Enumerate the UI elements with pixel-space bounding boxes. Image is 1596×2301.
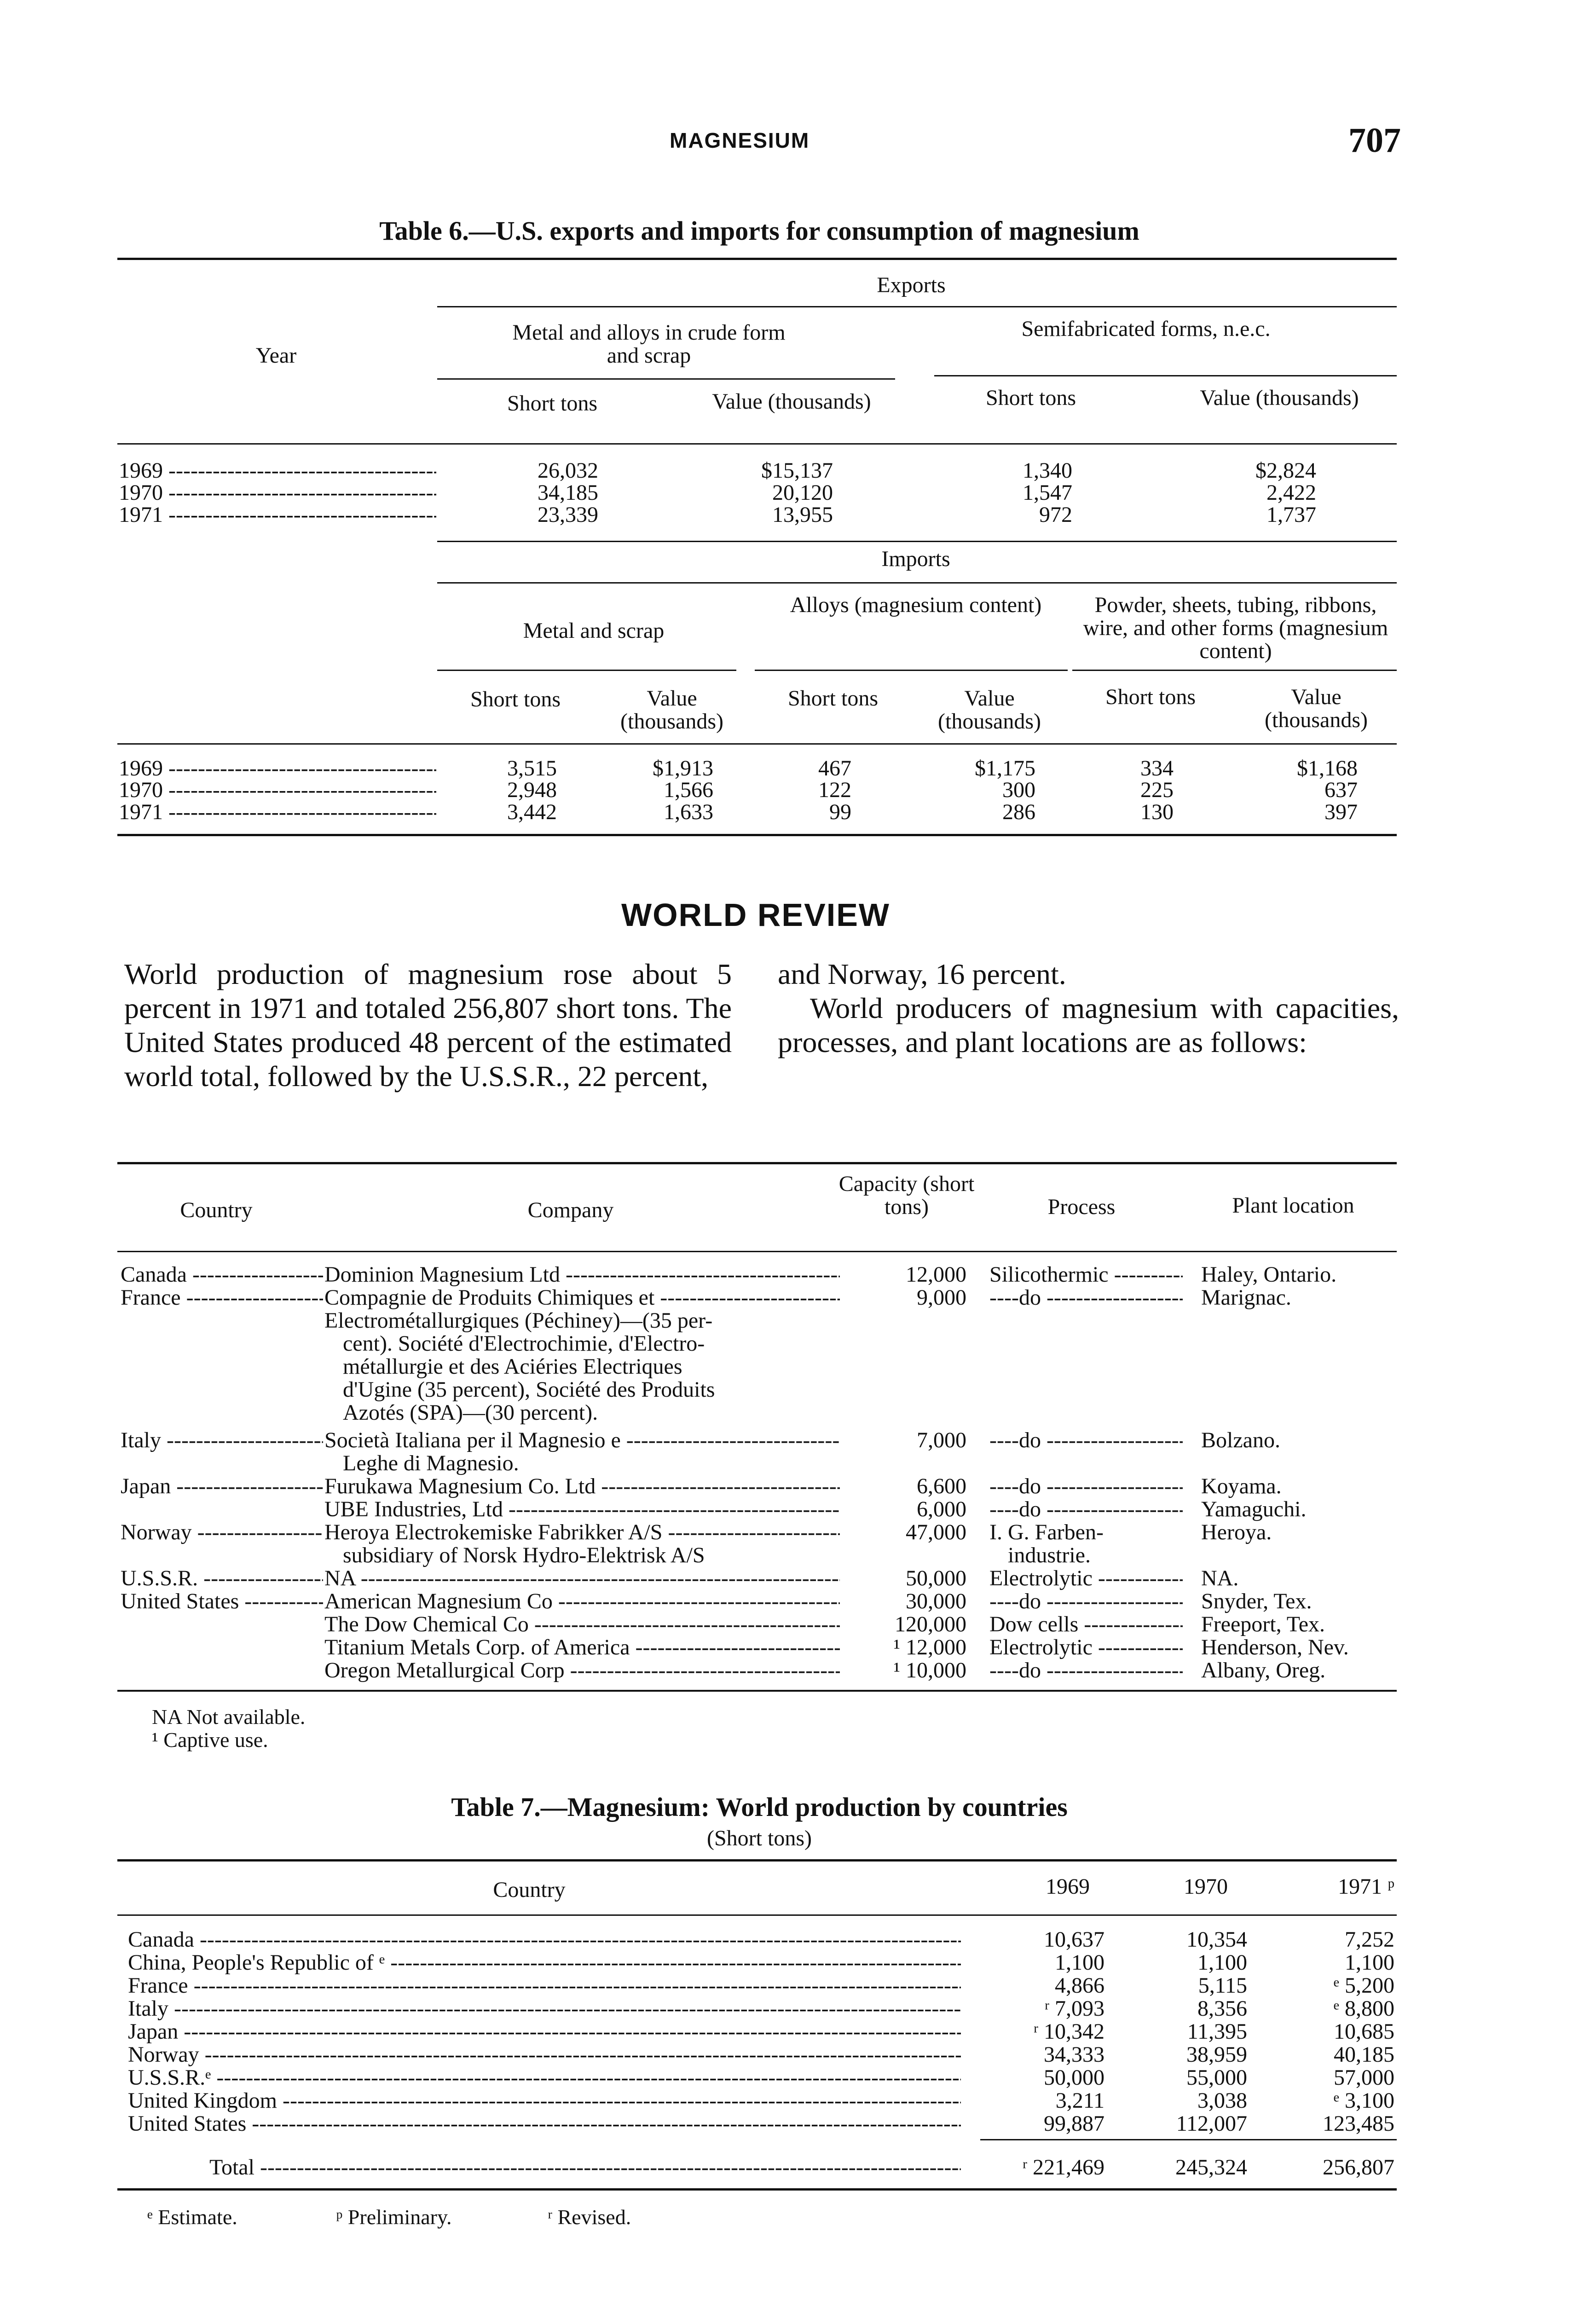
table-cell: 225 <box>1140 778 1174 802</box>
table-cell: Compagnie de Produits Chimiques et ----- <box>324 1286 840 1309</box>
table-cell: 1,100 <box>1055 1950 1104 1975</box>
running-head: MAGNESIUM <box>670 128 810 152</box>
table-cell: Leghe di Magnesio. <box>343 1451 519 1475</box>
table-cell: 286 <box>1002 800 1035 824</box>
table-cell: 23,339 <box>538 503 598 527</box>
imports-group-alloys-rule <box>755 670 1068 671</box>
imports-group-alloys: Alloys (magnesium content) <box>790 593 1042 617</box>
producers-note-na: NA Not available. <box>152 1705 306 1729</box>
table-cell: 3,038 <box>1197 2088 1247 2113</box>
table-cell: I. G. Farben- <box>989 1520 1104 1544</box>
table-cell: Haley, Ontario. <box>1201 1262 1337 1287</box>
table-cell: $15,137 <box>761 458 833 483</box>
table-row-year: 1970 ----- <box>119 779 436 802</box>
table-cell: ᵉ 5,200 <box>1333 1973 1394 1998</box>
table-cell: 57,000 <box>1334 2065 1394 2090</box>
table-cell: 7,000 <box>917 1428 966 1452</box>
table-cell: 40,185 <box>1334 2042 1394 2067</box>
producers-header-company: Company <box>527 1198 614 1222</box>
exports-sub-2: Short tons <box>985 386 1076 410</box>
table-cell: 99 <box>829 800 851 824</box>
table-cell: Electrolytic ----- <box>989 1567 1183 1590</box>
table-cell: 972 <box>1039 503 1072 527</box>
table-cell: ᵉ 8,800 <box>1333 1996 1394 2021</box>
table-cell: d'Ugine (35 percent), Société des Produits <box>343 1377 715 1402</box>
table-cell: 3,515 <box>507 756 557 780</box>
table-cell: ʳ 7,093 <box>1044 1996 1104 2021</box>
table-cell: Dow cells ----- <box>989 1613 1183 1636</box>
table-cell: $1,168 <box>1297 756 1358 780</box>
imports-top-rule <box>437 541 1397 542</box>
table-cell: 3,442 <box>507 800 557 824</box>
table-row: Norway ----- <box>121 1521 323 1544</box>
table-cell: 50,000 <box>906 1566 966 1590</box>
table-cell: Electrométallurgiques (Péchiney)—(35 per- <box>324 1308 713 1333</box>
table-cell: cent). Société d'Electrochimie, d'Electro- <box>343 1331 705 1356</box>
table-row: United States ----- <box>121 1590 323 1613</box>
table-cell: 1,547 <box>1023 480 1072 505</box>
table-cell: 4,866 <box>1055 1973 1104 1998</box>
table-cell: Albany, Oreg. <box>1201 1658 1326 1682</box>
table-cell: 11,395 <box>1187 2019 1247 2044</box>
table-cell: 123,485 <box>1323 2111 1394 2136</box>
table-cell: Titanium Metals Corp. of America ----- <box>324 1636 840 1659</box>
table7-header-1970: 1970 <box>1184 1874 1228 1899</box>
table-row-year: 1969 ----- <box>119 757 436 780</box>
table-cell: 10,354 <box>1186 1927 1247 1952</box>
table-cell: 397 <box>1324 800 1358 824</box>
table-cell: 467 <box>818 756 851 780</box>
table-cell: 10,685 <box>1334 2019 1394 2044</box>
table-cell: Dominion Magnesium Ltd ----- <box>324 1263 840 1286</box>
table-cell: 26,032 <box>538 458 598 483</box>
table-row: Japan ----- <box>121 1475 323 1498</box>
table-row: France ----- <box>121 1286 323 1309</box>
table-cell: 122 <box>818 778 851 802</box>
table-cell: $2,824 <box>1255 458 1316 483</box>
table-cell: 99,887 <box>1044 2111 1104 2136</box>
table-cell: 300 <box>1002 778 1035 802</box>
table-cell: NA. <box>1201 1566 1239 1590</box>
table7-header-country: Country <box>493 1878 566 1902</box>
table-cell: Marignac. <box>1201 1285 1291 1310</box>
table-cell: 30,000 <box>906 1589 966 1613</box>
table-cell: ¹ 12,000 <box>893 1635 966 1659</box>
table-row: U.S.S.R.ᵉ ----- <box>128 2066 961 2089</box>
table-cell: 2,422 <box>1266 480 1316 505</box>
table-cell: 1,100 <box>1345 1950 1394 1975</box>
imports-sub-3: Value (thousands) <box>938 686 1041 734</box>
table-cell: 55,000 <box>1186 2065 1247 2090</box>
table-cell: Oregon Metallurgical Corp ----- <box>324 1659 840 1682</box>
table6-bottom-rule <box>117 834 1397 836</box>
exports-label: Exports <box>877 273 946 297</box>
table-cell: Yamaguchi. <box>1201 1497 1307 1521</box>
table-cell: 47,000 <box>906 1520 966 1544</box>
table-cell: 34,185 <box>538 480 598 505</box>
table7-header-1971: 1971 ᵖ <box>1338 1874 1394 1899</box>
table-cell: 637 <box>1324 778 1358 802</box>
table-row: U.S.S.R. ----- <box>121 1567 323 1590</box>
table-cell: 6,000 <box>917 1497 966 1521</box>
table7-title: Table 7.—Magnesium: World production by countries <box>451 1792 1068 1822</box>
table6-top-rule <box>117 258 1397 260</box>
exports-rule <box>437 306 1397 307</box>
table-cell: Società Italiana per il Magnesio e ----- <box>324 1429 840 1452</box>
table-row: Italy ----- <box>121 1429 323 1452</box>
table6-title: Table 6.—U.S. exports and imports for consumption of magnesium <box>379 216 1139 246</box>
table7-total-1969: ʳ 221,469 <box>1022 2155 1104 2180</box>
producers-header-process: Process <box>1047 1195 1116 1219</box>
table-cell: ----do ----- <box>989 1659 1183 1682</box>
imports-rule <box>437 582 1397 584</box>
table-row-year: 1970 ----- <box>119 481 436 504</box>
imports-group-powder-rule <box>1072 670 1397 671</box>
imports-head-bottom-rule <box>117 743 1397 745</box>
table-row: Canada ----- <box>128 1928 961 1951</box>
table-cell: ᵉ 3,100 <box>1333 2088 1394 2113</box>
table-cell: ¹ 10,000 <box>893 1658 966 1682</box>
table-cell: Koyama. <box>1201 1474 1282 1498</box>
table7-total-1970: 245,324 <box>1175 2155 1247 2180</box>
table-cell: 5,115 <box>1198 1973 1247 1998</box>
table-cell: The Dow Chemical Co ----- <box>324 1613 840 1636</box>
table-row: United States ----- <box>128 2112 961 2135</box>
table7-total-row: Total ----- <box>209 2156 961 2179</box>
table-cell: Furukawa Magnesium Co. Ltd ----- <box>324 1475 840 1498</box>
world-review-col2b: World producers of magnesium with capacities, processes, and plant locations are as follows: <box>778 992 1399 1058</box>
imports-group-powder: Powder, sheets, tubing, ribbons, wire, and other forms (magnesium content) <box>1083 593 1388 663</box>
table-cell: 1,340 <box>1023 458 1072 483</box>
table-row: Italy ----- <box>128 1997 961 2020</box>
table-cell: Snyder, Tex. <box>1201 1589 1312 1613</box>
imports-sub-1: Value (thousands) <box>620 686 723 734</box>
table-cell: ʳ 10,342 <box>1033 2019 1104 2044</box>
producers-bottom-rule <box>117 1690 1397 1692</box>
imports-group-metal-rule <box>437 670 736 671</box>
producers-header-capacity: Capacity (short tons) <box>838 1172 975 1219</box>
table-cell: 20,120 <box>772 480 833 505</box>
table-cell: 10,637 <box>1044 1927 1104 1952</box>
table-cell: NA ----- <box>324 1567 840 1590</box>
table-cell: 1,566 <box>664 778 713 802</box>
table7-header-1969: 1969 <box>1046 1874 1090 1899</box>
table-cell: 13,955 <box>772 503 833 527</box>
table-cell: ----do ----- <box>989 1286 1183 1309</box>
table-cell: 9,000 <box>917 1285 966 1310</box>
table-row-year: 1971 ----- <box>119 801 436 824</box>
producers-top-rule <box>117 1162 1397 1164</box>
exports-group-semi-rule <box>934 375 1397 376</box>
imports-sub-2: Short tons <box>787 686 879 711</box>
exports-sub-1: Value (thousands) <box>712 389 871 414</box>
table-cell: industrie. <box>1008 1543 1091 1567</box>
table-cell: Henderson, Nev. <box>1201 1635 1349 1659</box>
table-cell: 7,252 <box>1345 1927 1394 1952</box>
exports-head-bottom-rule <box>117 443 1397 445</box>
table-cell: UBE Industries, Ltd ----- <box>324 1498 840 1521</box>
table-cell: 50,000 <box>1044 2065 1104 2090</box>
exports-sub-0: Short tons <box>507 391 598 416</box>
table-cell: Silicothermic ----- <box>989 1263 1183 1286</box>
table-row: Canada ----- <box>121 1263 323 1286</box>
footnote-estimate: ᵉ Estimate. <box>147 2205 237 2229</box>
table-cell: Azotés (SPA)—(30 percent). <box>343 1400 598 1425</box>
producers-note-captive: ¹ Captive use. <box>152 1728 268 1752</box>
page-number: 707 <box>1348 121 1401 160</box>
table-cell: 334 <box>1140 756 1174 780</box>
table-cell: métallurgie et des Aciéries Electriques <box>343 1354 682 1379</box>
table7-top-rule <box>117 1859 1397 1862</box>
table-row: Japan ----- <box>128 2020 961 2043</box>
exports-sub-3: Value (thousands) <box>1200 386 1359 410</box>
imports-sub-4: Short tons <box>1105 685 1196 709</box>
table-cell: Heroya Electrokemiske Fabrikker A/S ----- <box>324 1521 840 1544</box>
exports-group-metal: Metal and alloys in crude form and scrap <box>512 320 786 368</box>
table-cell: subsidiary of Norsk Hydro-Elektrisk A/S <box>343 1543 705 1567</box>
section-heading: WORLD REVIEW <box>621 897 890 933</box>
table-cell: 1,633 <box>664 800 713 824</box>
imports-sub-0: Short tons <box>470 687 561 711</box>
table-cell: 8,356 <box>1197 1996 1247 2021</box>
table-cell: $1,913 <box>653 756 713 780</box>
table-row-year: 1969 ----- <box>119 459 436 482</box>
table-cell: ----do ----- <box>989 1475 1183 1498</box>
table-cell: $1,175 <box>975 756 1035 780</box>
exports-group-metal-rule <box>437 378 895 380</box>
table7-total-rule <box>980 2139 1397 2140</box>
producers-header-country: Country <box>180 1198 253 1222</box>
table-cell: ----do ----- <box>989 1498 1183 1521</box>
table-cell: ----do ----- <box>989 1429 1183 1452</box>
table-row: France ----- <box>128 1974 961 1997</box>
table7-head-bottom-rule <box>117 1914 1397 1916</box>
imports-sub-5: Value (thousands) <box>1265 685 1368 732</box>
imports-group-metal: Metal and scrap <box>523 619 665 643</box>
table-row-year: 1971 ----- <box>119 503 436 526</box>
table-cell: 1,100 <box>1197 1950 1247 1975</box>
imports-label: Imports <box>881 547 950 571</box>
table-cell: 3,211 <box>1055 2088 1104 2113</box>
table-cell: Heroya. <box>1201 1520 1272 1544</box>
table-cell: 12,000 <box>906 1262 966 1287</box>
table-cell: Bolzano. <box>1201 1428 1280 1452</box>
table-cell: Freeport, Tex. <box>1201 1612 1325 1636</box>
table7-total-1971: 256,807 <box>1323 2155 1394 2180</box>
table-cell: 130 <box>1140 800 1174 824</box>
table-cell: 34,333 <box>1044 2042 1104 2067</box>
world-review-col1: World production of magnesium rose about 5 percent in 1971 and totaled 256,807 short tons. The United States produced 48 percent of the estimated world total, followed by the U.S.S.R., 22 percent, <box>124 958 732 1093</box>
table-cell: Electrolytic ----- <box>989 1636 1183 1659</box>
table-cell: 1,737 <box>1266 503 1316 527</box>
table-cell: American Magnesium Co ----- <box>324 1590 840 1613</box>
table-cell: ----do ----- <box>989 1590 1183 1613</box>
footnote-preliminary: ᵖ Preliminary. <box>336 2205 452 2229</box>
table-cell: 120,000 <box>895 1612 966 1636</box>
table7-bottom-rule <box>117 2188 1397 2191</box>
table-cell: 6,600 <box>917 1474 966 1498</box>
table-cell: 112,007 <box>1176 2111 1247 2136</box>
world-review-col2a: and Norway, 16 percent. <box>778 958 1066 990</box>
table7-subtitle: (Short tons) <box>707 1826 812 1850</box>
year-label: Year <box>255 343 297 368</box>
table-row: United Kingdom ----- <box>128 2089 961 2112</box>
table-row: Norway ----- <box>128 2043 961 2066</box>
table-cell: 38,959 <box>1186 2042 1247 2067</box>
footnote-revised: ʳ Revised. <box>548 2205 631 2229</box>
table-cell: 2,948 <box>507 778 557 802</box>
producers-head-bottom-rule <box>117 1251 1397 1252</box>
exports-group-semi: Semifabricated forms, n.e.c. <box>1021 317 1271 341</box>
table-row: China, People's Republic of ᵉ ----- <box>128 1951 961 1974</box>
producers-header-location: Plant location <box>1232 1193 1354 1218</box>
